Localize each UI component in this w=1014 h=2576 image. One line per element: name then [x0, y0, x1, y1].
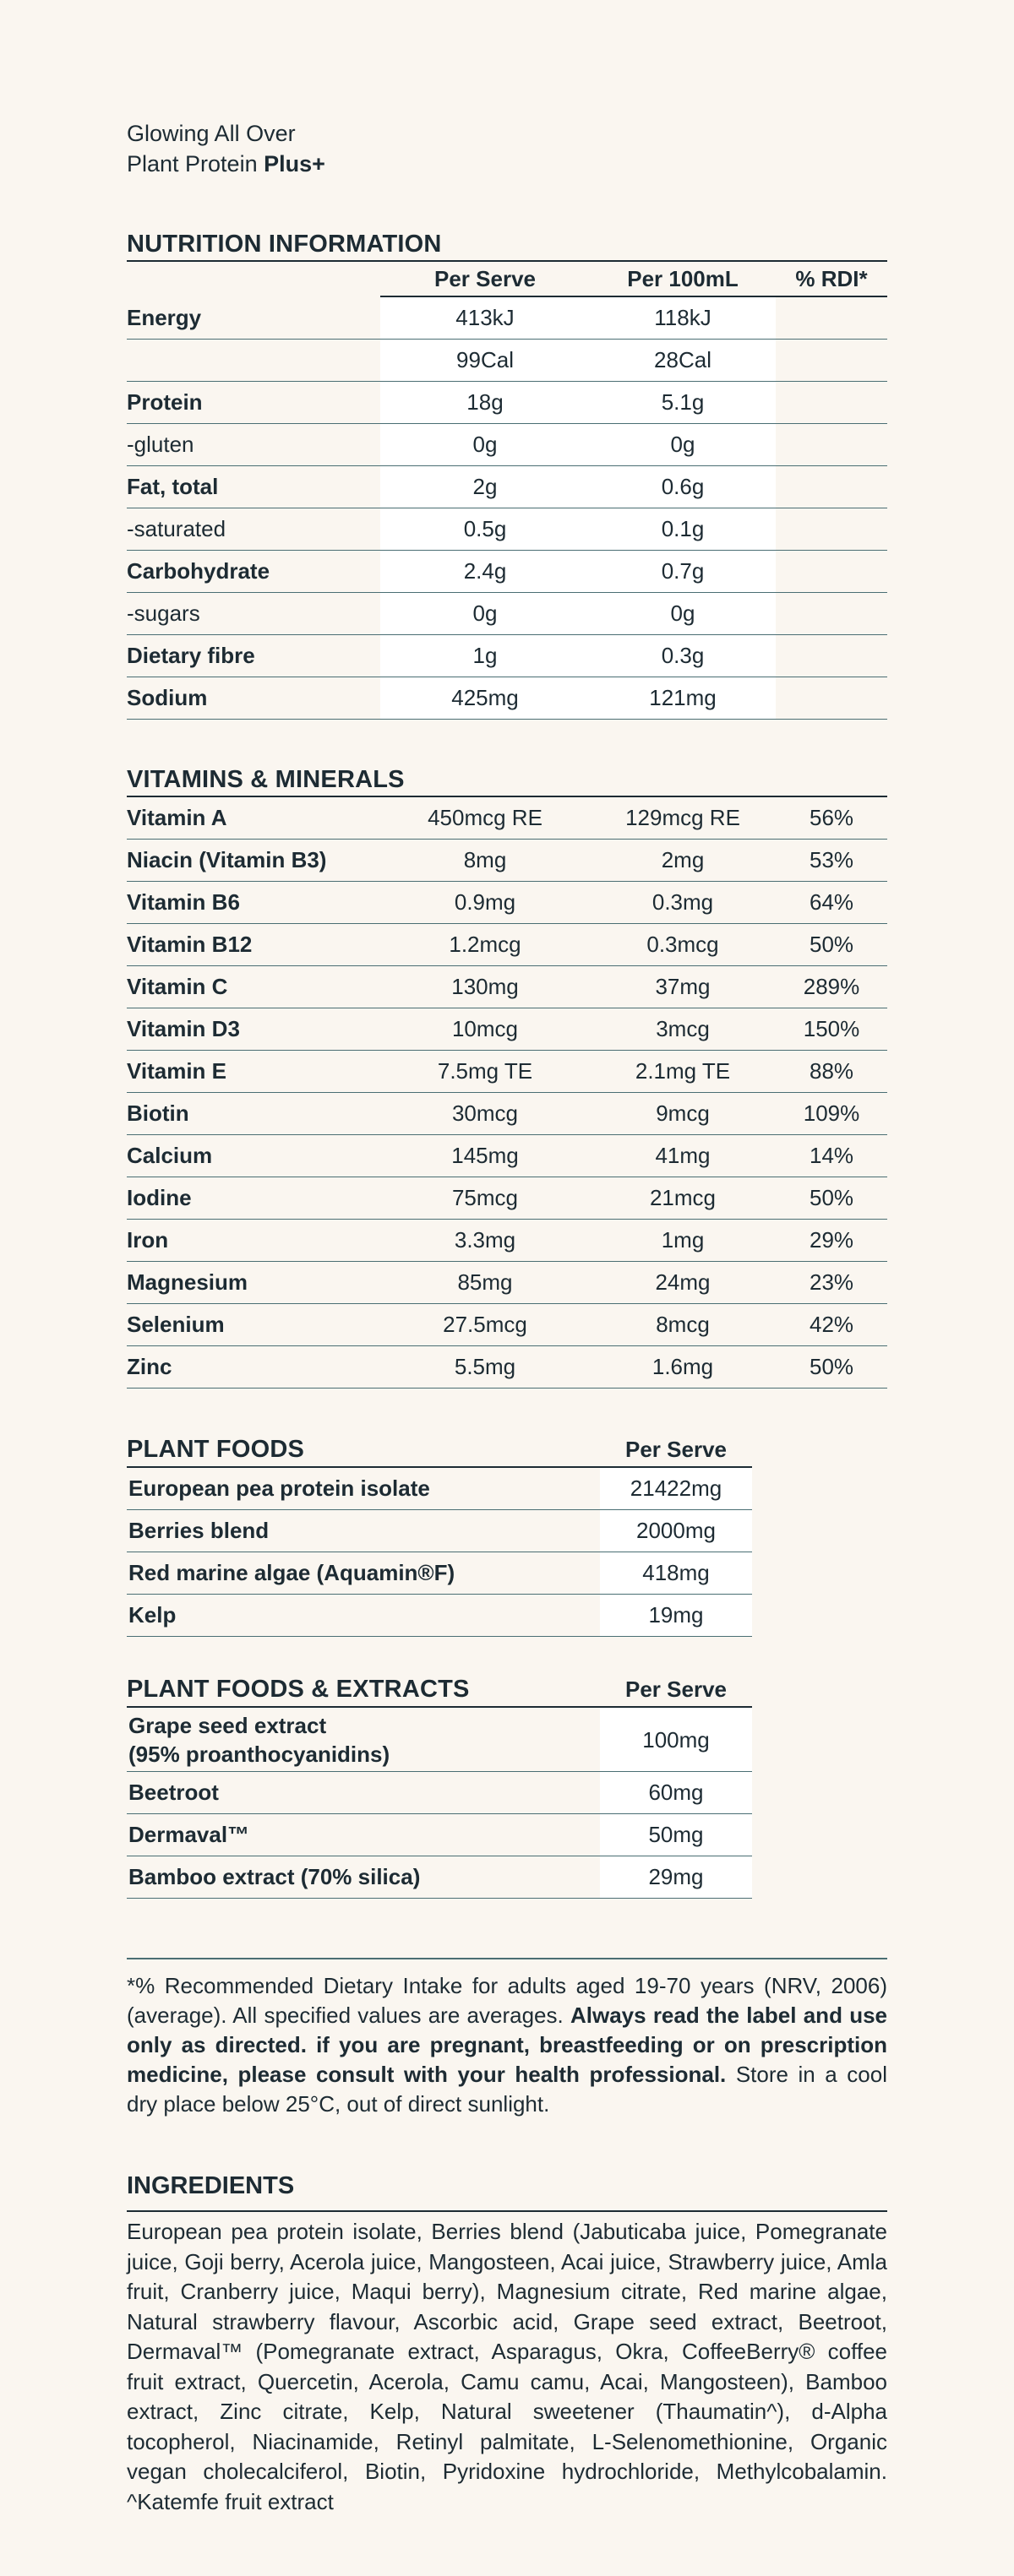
- nutrition-title: NUTRITION INFORMATION: [127, 231, 442, 258]
- table-row: [127, 1510, 752, 1552]
- per-100ml-value: 21mcg: [590, 1177, 776, 1220]
- ingredient-label: European pea protein isolate: [127, 1467, 600, 1510]
- table-row: [127, 1093, 887, 1135]
- per-serve-value: 50mg: [600, 1814, 752, 1856]
- vitamins-title: VITAMINS & MINERALS: [127, 766, 405, 793]
- table-row: [127, 1051, 887, 1093]
- ingredients-title: INGREDIENTS: [127, 2171, 887, 2212]
- ingredient-label: [127, 1856, 600, 1899]
- ingredient-label-line2: (95% proanthocyanidins): [128, 1741, 390, 1767]
- per-100ml-value: 1.6mg: [590, 1346, 776, 1389]
- plant-extracts-col-per-serve: Per Serve: [600, 1672, 752, 1707]
- footnote: [127, 1958, 887, 2119]
- per-100ml-value: 129mcg RE: [590, 796, 776, 840]
- per-serve-value: 99Cal: [380, 340, 590, 382]
- nutrient-label: Vitamin B12: [127, 924, 380, 966]
- rdi-value: 64%: [776, 882, 887, 924]
- vitamins-rows: [127, 796, 887, 1389]
- per-serve-value: 21422mg: [600, 1467, 752, 1510]
- table-row: [127, 1177, 887, 1220]
- per-serve-value: 8mg: [380, 840, 590, 882]
- table-row: [127, 1262, 887, 1304]
- per-serve-value: 19mg: [600, 1595, 752, 1637]
- nutrient-label: Dietary fibre: [127, 635, 380, 677]
- plant-extracts-rows: [127, 1707, 752, 1899]
- table-row: [127, 1304, 887, 1346]
- per-100ml-value: 0g: [590, 593, 776, 635]
- table-row: [127, 796, 887, 840]
- per-serve-value: 145mg: [380, 1135, 590, 1177]
- nutrient-label: Zinc: [127, 1346, 380, 1389]
- rdi-value: 50%: [776, 924, 887, 966]
- nutrient-label: -gluten: [127, 424, 380, 466]
- rdi-value: 29%: [776, 1220, 887, 1262]
- rdi-value: 289%: [776, 966, 887, 1008]
- table-row: [127, 551, 887, 593]
- vitamins-table: [127, 764, 887, 1389]
- per-100ml-value: 3mcg: [590, 1008, 776, 1051]
- ingredient-label-line1: Beetroot: [128, 1780, 219, 1805]
- per-serve-value: 85mg: [380, 1262, 590, 1304]
- footnote-warning: Always read the label and use only as directed. if you are pregnant, breastfeeding or on prescription medicine, please consult with your health professional.: [127, 2003, 887, 2087]
- per-100ml-value: 0.3g: [590, 635, 776, 677]
- table-row: [127, 296, 887, 340]
- per-100ml-value: 0.6g: [590, 466, 776, 508]
- per-serve-value: 7.5mg TE: [380, 1051, 590, 1093]
- per-100ml-value: 9mcg: [590, 1093, 776, 1135]
- nutrient-label: -saturated: [127, 508, 380, 551]
- table-row: [127, 1008, 887, 1051]
- table-row: [127, 593, 887, 635]
- per-serve-value: 413kJ: [380, 296, 590, 340]
- per-100ml-value: 0.7g: [590, 551, 776, 593]
- per-serve-value: 75mcg: [380, 1177, 590, 1220]
- rdi-value: [776, 593, 887, 635]
- per-100ml-value: 0.3mcg: [590, 924, 776, 966]
- per-serve-value: 418mg: [600, 1552, 752, 1595]
- table-row: [127, 1467, 752, 1510]
- table-row: [127, 1856, 752, 1899]
- ingredient-label-line1: Bamboo extract (70% silica): [128, 1864, 421, 1889]
- plant-foods-col-per-serve: Per Serve: [600, 1432, 752, 1467]
- plant-foods-table: [127, 1432, 752, 1637]
- product-name: Glowing All Over: [127, 121, 296, 146]
- rdi-value: [776, 551, 887, 593]
- per-serve-value: 450mcg RE: [380, 796, 590, 840]
- table-row: [127, 424, 887, 466]
- nutrition-col-per-100ml: Per 100mL: [590, 261, 776, 296]
- per-100ml-value: 41mg: [590, 1135, 776, 1177]
- rdi-value: [776, 382, 887, 424]
- rdi-value: 14%: [776, 1135, 887, 1177]
- rdi-value: 53%: [776, 840, 887, 882]
- per-100ml-value: 1mg: [590, 1220, 776, 1262]
- table-row: [127, 466, 887, 508]
- table-row: [127, 635, 887, 677]
- per-serve-value: 0g: [380, 593, 590, 635]
- nutrient-label: Vitamin B6: [127, 882, 380, 924]
- nutrient-label: [127, 340, 380, 382]
- nutrition-columns-row: [127, 261, 887, 296]
- plant-extracts-header-row: [127, 1672, 752, 1707]
- vitamins-header-row: [127, 764, 887, 796]
- nutrient-label: Vitamin D3: [127, 1008, 380, 1051]
- per-serve-value: 30mcg: [380, 1093, 590, 1135]
- nutrient-label: Magnesium: [127, 1262, 380, 1304]
- nutrient-label: Carbohydrate: [127, 551, 380, 593]
- per-100ml-value: 28Cal: [590, 340, 776, 382]
- rdi-value: [776, 424, 887, 466]
- nutrient-label: Vitamin C: [127, 966, 380, 1008]
- rdi-value: 42%: [776, 1304, 887, 1346]
- product-subtitle-plus: Plus+: [264, 151, 325, 177]
- nutrient-label: Niacin (Vitamin B3): [127, 840, 380, 882]
- per-serve-value: 27.5mcg: [380, 1304, 590, 1346]
- table-row: [127, 924, 887, 966]
- table-row: [127, 340, 887, 382]
- per-100ml-value: 5.1g: [590, 382, 776, 424]
- per-100ml-value: 0.1g: [590, 508, 776, 551]
- table-row: [127, 1552, 752, 1595]
- ingredient-label: Berries blend: [127, 1510, 600, 1552]
- per-serve-value: 2.4g: [380, 551, 590, 593]
- table-row: [127, 882, 887, 924]
- per-100ml-value: 2mg: [590, 840, 776, 882]
- ingredients-text: European pea protein isolate, Berries blend (Jabuticaba juice, Pomegranate juice, Goji berry, Acerola juice, Mangosteen, Acai juice, Strawberry juice, Amla fruit, Cranberry juice, Maqui berry), Magnesium citrate, Red marine algae, Natural strawberry flavour, Ascorbic acid, Grape seed extract, Beetroot, Dermaval™ (Pomegranate extract, Asparagus, Okra, CoffeeBerry® coffee fruit extract, Quercetin, Acerola, Camu camu, Acai, Mangosteen), Bamboo extract, Zinc citrate, Kelp, Natural sweetener (Thaumatin^), d-Alpha tocopherol, Niacinamide, Retinyl palmitate, L-Selenomethionine, Organic vegan cholecalciferol, Biotin, Pyridoxine hydrochloride, Methylcobalamin. ^Katemfe fruit extract: [127, 2219, 887, 2514]
- product-title: [127, 118, 887, 179]
- nutrient-label: Vitamin E: [127, 1051, 380, 1093]
- per-serve-value: 130mg: [380, 966, 590, 1008]
- table-row: [127, 1707, 752, 1772]
- nutrient-label: Vitamin A: [127, 796, 380, 840]
- rdi-value: 150%: [776, 1008, 887, 1051]
- per-100ml-value: 24mg: [590, 1262, 776, 1304]
- nutrition-col-blank: [127, 261, 380, 296]
- rdi-value: 50%: [776, 1177, 887, 1220]
- table-row: [127, 1814, 752, 1856]
- nutrition-col-per-serve: Per Serve: [380, 261, 590, 296]
- table-row: [127, 1595, 752, 1637]
- product-subtitle: [127, 149, 887, 179]
- rdi-value: 50%: [776, 1346, 887, 1389]
- footnote-rdi: *% Recommended Dietary Intake for adults aged 19-70 years (NRV, 2006) (average). All specified values are averages.: [127, 1973, 887, 2028]
- product-subtitle-text: Plant Protein: [127, 151, 264, 177]
- nutrition-header-row: [127, 228, 887, 261]
- rdi-value: [776, 466, 887, 508]
- per-serve-value: 0.9mg: [380, 882, 590, 924]
- per-serve-value: 1g: [380, 635, 590, 677]
- plant-foods-title: PLANT FOODS: [127, 1436, 305, 1463]
- nutrient-label: Protein: [127, 382, 380, 424]
- rdi-value: 88%: [776, 1051, 887, 1093]
- nutrient-label: Calcium: [127, 1135, 380, 1177]
- rdi-value: [776, 508, 887, 551]
- vitamins-section: [127, 764, 887, 1389]
- rdi-value: [776, 296, 887, 340]
- plant-extracts-table: [127, 1672, 752, 1899]
- ingredient-label-line1: Dermaval™: [128, 1822, 250, 1847]
- rdi-value: [776, 340, 887, 382]
- plant-foods-rows: [127, 1467, 752, 1637]
- per-100ml-value: 0g: [590, 424, 776, 466]
- per-serve-value: 5.5mg: [380, 1346, 590, 1389]
- rdi-value: 23%: [776, 1262, 887, 1304]
- table-row: [127, 1135, 887, 1177]
- table-row: [127, 966, 887, 1008]
- per-serve-value: 3.3mg: [380, 1220, 590, 1262]
- per-serve-value: 0.5g: [380, 508, 590, 551]
- plant-foods-section: [127, 1432, 887, 1637]
- nutrient-label: -sugars: [127, 593, 380, 635]
- ingredient-label: [127, 1772, 600, 1814]
- nutrition-rows: [127, 296, 887, 720]
- nutrient-label: Sodium: [127, 677, 380, 720]
- footnote-storage: Store in a cool dry place below 25°C, out of direct sunlight.: [127, 2062, 887, 2117]
- per-serve-value: 100mg: [600, 1707, 752, 1772]
- nutrient-label: Fat, total: [127, 466, 380, 508]
- nutrient-label: Selenium: [127, 1304, 380, 1346]
- per-serve-value: 29mg: [600, 1856, 752, 1899]
- ingredient-label: [127, 1814, 600, 1856]
- nutrient-label: Energy: [127, 296, 380, 340]
- nutrient-label: Iron: [127, 1220, 380, 1262]
- per-serve-value: 2000mg: [600, 1510, 752, 1552]
- nutrition-col-rdi: % RDI*: [776, 261, 887, 296]
- rdi-value: [776, 677, 887, 720]
- per-serve-value: 425mg: [380, 677, 590, 720]
- plant-foods-header-row: [127, 1432, 752, 1467]
- nutrient-label: Iodine: [127, 1177, 380, 1220]
- nutrition-section: [127, 228, 887, 720]
- nutrient-label: Biotin: [127, 1093, 380, 1135]
- table-row: [127, 1220, 887, 1262]
- per-serve-value: 1.2mcg: [380, 924, 590, 966]
- label-page: [127, 118, 887, 2517]
- table-row: [127, 1772, 752, 1814]
- per-100ml-value: 0.3mg: [590, 882, 776, 924]
- ingredient-label: Kelp: [127, 1595, 600, 1637]
- per-100ml-value: 37mg: [590, 966, 776, 1008]
- table-row: [127, 1346, 887, 1389]
- plant-extracts-section: [127, 1672, 887, 1899]
- per-100ml-value: 8mcg: [590, 1304, 776, 1346]
- per-serve-value: 10mcg: [380, 1008, 590, 1051]
- table-row: [127, 840, 887, 882]
- ingredient-label: [127, 1707, 600, 1772]
- ingredient-label-line1: Grape seed extract: [128, 1712, 327, 1738]
- rdi-value: [776, 635, 887, 677]
- rdi-value: 56%: [776, 796, 887, 840]
- per-serve-value: 0g: [380, 424, 590, 466]
- ingredient-label: Red marine algae (Aquamin®F): [127, 1552, 600, 1595]
- per-serve-value: 60mg: [600, 1772, 752, 1814]
- ingredients-section: [127, 2171, 887, 2517]
- per-serve-value: 2g: [380, 466, 590, 508]
- per-100ml-value: 118kJ: [590, 296, 776, 340]
- per-100ml-value: 121mg: [590, 677, 776, 720]
- per-100ml-value: 2.1mg TE: [590, 1051, 776, 1093]
- table-row: [127, 677, 887, 720]
- rdi-value: 109%: [776, 1093, 887, 1135]
- per-serve-value: 18g: [380, 382, 590, 424]
- nutrition-table: [127, 228, 887, 720]
- table-row: [127, 508, 887, 551]
- table-row: [127, 382, 887, 424]
- plant-extracts-title: PLANT FOODS & EXTRACTS: [127, 1676, 470, 1703]
